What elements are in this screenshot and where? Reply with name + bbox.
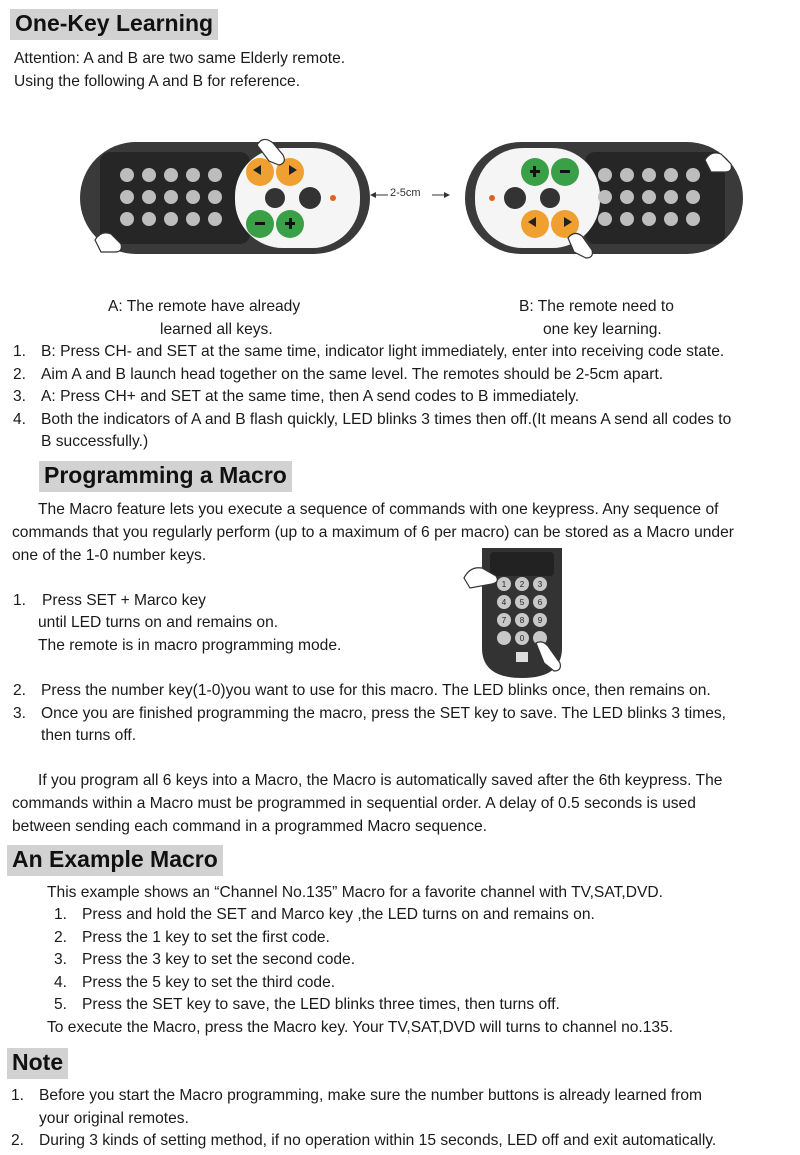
key-1: 1 <box>501 580 507 589</box>
list-item: 3. Press the 3 key to set the second code. <box>54 951 356 968</box>
list-item: 1. B: Press CH- and SET at the same time, indicator light immediately, enter into receiving code state. <box>13 343 725 360</box>
caption-b-line-1: B: The remote need to <box>519 298 674 315</box>
list-item: 5. Press the SET key to save, the LED blinks three times, then turns off. <box>54 996 560 1013</box>
list-item: 2. Aim A and B launch head together on the same level. The remotes should be 2-5cm apart. <box>13 365 664 383</box>
key-0: 0 <box>519 634 525 643</box>
macro-para-line-2: commands within a Macro must be programmed in sequential order. A delay of 0.5 seconds is used <box>12 795 696 812</box>
key-2: 2 <box>519 580 525 589</box>
one-key-heading: One-Key Learning <box>10 9 218 40</box>
distance-label: 2-5cm <box>390 187 421 199</box>
list-item: 2. Press the 1 key to set the first code. <box>54 928 330 946</box>
list-item: 1. Press and hold the SET and Marco key ,the LED turns on and remains on. <box>54 906 595 923</box>
macro-step1-line-1: Press SET + Marco key <box>42 592 206 609</box>
key-6: 6 <box>537 598 543 607</box>
attention-line-2: Using the following A and B for reference. <box>14 73 301 90</box>
example-steps <box>54 904 794 1017</box>
note-list <box>11 1085 796 1153</box>
caption-a-line-2: learned all keys. <box>160 321 273 338</box>
macro-intro-line-1: The Macro feature lets you execute a sequence of commands with one keypress. Any sequence of <box>38 501 719 518</box>
macro-steps <box>13 680 800 748</box>
macro-step1-line-2: until LED turns on and remains on. <box>38 614 279 631</box>
note-heading: Note <box>7 1048 68 1079</box>
example-outro: To execute the Macro, press the Macro key. Your TV,SAT,DVD will turns to channel no.135. <box>47 1019 674 1036</box>
key-3: 3 <box>537 580 543 589</box>
remote-a-illustration <box>75 130 375 265</box>
remote-keypad-illustration <box>462 548 582 683</box>
key-8: 8 <box>519 616 525 625</box>
list-item: 4. Press the 5 key to set the third code. <box>54 973 336 991</box>
macro-step1-num: 1. <box>13 592 27 609</box>
example-heading: An Example Macro <box>7 845 223 876</box>
macro-intro-line-3: one of the 1-0 number keys. <box>12 547 207 564</box>
one-key-steps <box>13 341 800 453</box>
list-item: 3. Once you are finished programming the macro, press the SET key to save. The LED blinks 3 times, then turns off. <box>13 704 726 744</box>
distance-arrow <box>370 188 450 202</box>
macro-para-line-1: If you program all 6 keys into a Macro, the Macro is automatically saved after the 6th keypress. The <box>38 772 723 789</box>
list-item: 2. During 3 kinds of setting method, if no operation within 15 seconds, LED off and exit automatically. <box>11 1132 717 1149</box>
caption-a-line-1: A: The remote have already <box>108 298 301 315</box>
list-item: 4. Both the indicators of A and B flash quickly, LED blinks 3 times then off.(It means A send all codes to B successfully.) <box>13 410 732 450</box>
macro-para-line-3: between sending each command in a programmed Macro sequence. <box>12 818 488 835</box>
key-5: 5 <box>519 598 525 607</box>
key-4: 4 <box>501 598 507 607</box>
macro-heading: Programming a Macro <box>39 461 292 492</box>
caption-b-line-2: one key learning. <box>543 321 662 338</box>
list-item: 1. Before you start the Macro programming, make sure the number buttons is already learned from your original remotes. <box>11 1087 703 1127</box>
remote-b-illustration <box>460 130 750 265</box>
key-7: 7 <box>501 616 507 625</box>
list-item: 2. Press the number key(1-0)you want to use for this macro. The LED blinks once, then remains on. <box>13 682 711 699</box>
key-9: 9 <box>537 616 543 625</box>
macro-step1-line-3: The remote is in macro programming mode. <box>38 637 342 654</box>
list-item: 3. A: Press CH+ and SET at the same time, then A send codes to B immediately. <box>13 388 580 405</box>
macro-intro-line-2: commands that you regularly perform (up to a maximum of 6 per macro) can be stored as a Macro under <box>12 524 734 541</box>
example-intro: This example shows an “Channel No.135” Macro for a favorite channel with TV,SAT,DVD. <box>47 884 663 901</box>
attention-line-1: Attention: A and B are two same Elderly remote. <box>14 50 346 67</box>
